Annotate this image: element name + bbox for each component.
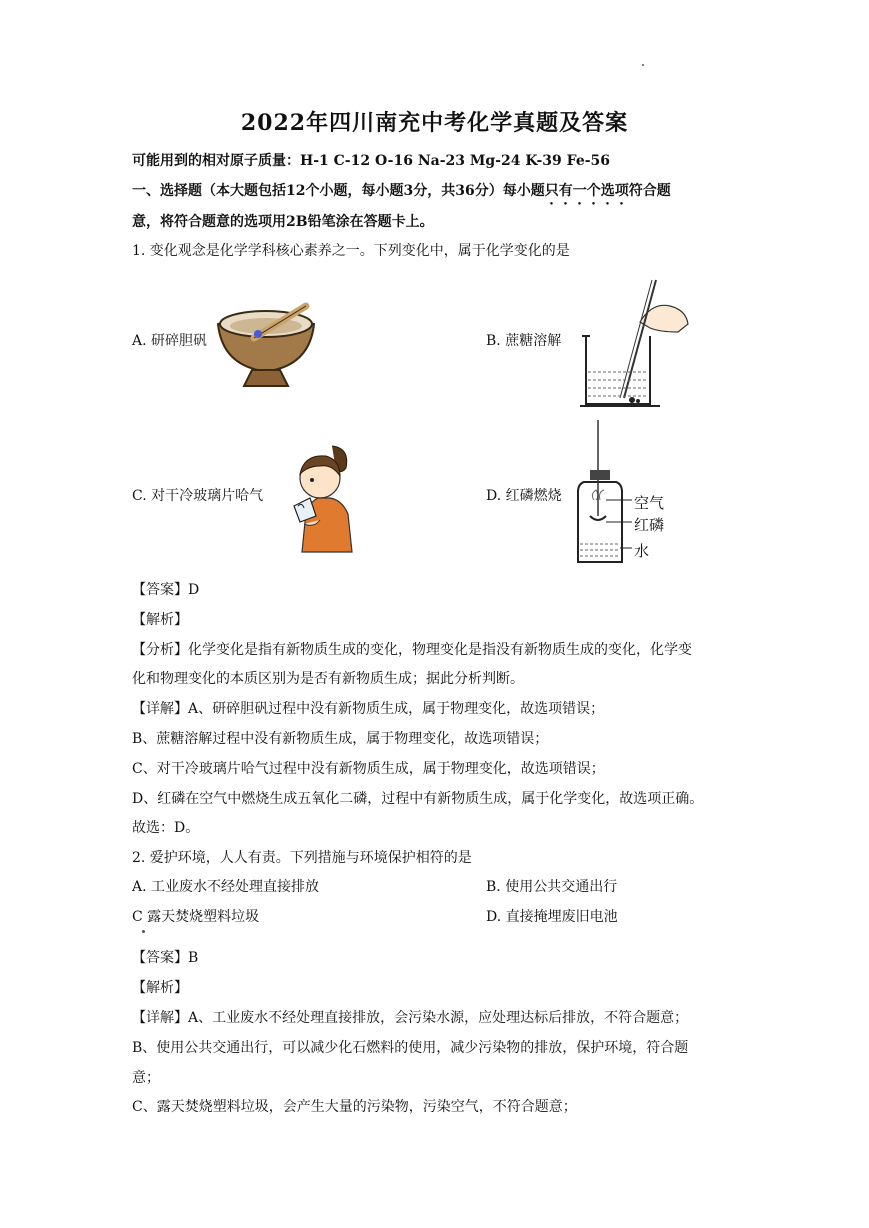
page-mark xyxy=(642,64,644,66)
emphasized-text: 只有一个选项 xyxy=(544,183,629,199)
section-instructions-line2: 意，将符合题意的选项用2B铅笔涂在答题卡上。 xyxy=(132,214,434,230)
page-title: 2022年四川南充中考化学真题及答案 xyxy=(240,110,629,136)
q2-analysis-line: C、露天焚烧塑料垃圾，会产生大量的污染物，污染空气，不符合题意； xyxy=(132,1099,577,1115)
q1-analysis-line: B、蔗糖溶解过程中没有新物质生成，属于物理变化，故选项错误； xyxy=(132,731,549,747)
q2-option-a: A. 工业废水不经处理直接排放 xyxy=(132,879,320,895)
label-water: 水 xyxy=(634,543,650,560)
q1-analysis-line: 【分析】化学变化是指有新物质生成的变化，物理变化是指没有新物质生成的变化，化学变 xyxy=(132,642,692,658)
q2-answer: 【答案】B xyxy=(132,950,199,966)
q1-analysis-line: 化和物理变化的本质区别为是否有新物质生成；据此分析判断。 xyxy=(132,671,524,687)
q2-analysis-line: 意； xyxy=(132,1070,160,1086)
label-air: 空气 xyxy=(634,495,665,512)
section-instructions-line1 xyxy=(132,181,671,208)
q1-answer: 【答案】D xyxy=(132,582,200,598)
q1-option-a: A. 研碎胆矾 xyxy=(132,333,208,349)
q2-option-c: C 露天焚烧塑料垃圾 xyxy=(132,909,260,925)
page-mark xyxy=(142,930,145,933)
q1-option-b: B. 蔗糖溶解 xyxy=(486,333,562,349)
instructions-text: 符合题 xyxy=(628,183,671,199)
q1-analysis-line: 故选：D。 xyxy=(132,820,200,836)
q2-analysis-heading: 【解析】 xyxy=(132,980,188,996)
question-1-stem: 1. 变化观念是化学学科核心素养之一。下列变化中，属于化学变化的是 xyxy=(132,243,570,259)
mortar-pestle-illustration xyxy=(214,300,318,392)
sugar-dissolving-illustration xyxy=(580,276,690,408)
q2-analysis-line: 【详解】A、工业废水不经处理直接排放，会污染水源，应处理达标后排放，不符合题意； xyxy=(132,1010,689,1026)
phosphorus-burning-apparatus xyxy=(576,420,665,566)
q1-analysis-line: C、对干冷玻璃片哈气过程中没有新物质生成，属于物理变化，故选项错误； xyxy=(132,761,605,777)
q1-option-c: C. 对干冷玻璃片哈气 xyxy=(132,488,264,504)
q1-analysis-heading: 【解析】 xyxy=(132,612,188,628)
q2-option-b: B. 使用公共交通出行 xyxy=(486,879,618,895)
q2-analysis-line: B、使用公共交通出行，可以减少化石燃料的使用，减少污染物的排放，保护环境，符合题 xyxy=(132,1040,689,1056)
q1-analysis-line: D、红磷在空气中燃烧生成五氧化二磷，过程中有新物质生成，属于化学变化，故选项正确。 xyxy=(132,791,704,807)
q1-option-d: D. 红磷燃烧 xyxy=(486,488,562,504)
instructions-text: 一、选择题（本大题包括12个小题，每小题3分，共36分）每小题 xyxy=(132,183,545,199)
q2-option-d: D. 直接掩埋废旧电池 xyxy=(486,909,618,925)
breathing-on-glass-illustration xyxy=(280,440,354,552)
atomic-mass-line: 可能用到的相对原子质量：H-1 C-12 O-16 Na-23 Mg-24 K-39 Fe-56 xyxy=(132,153,611,169)
q1-analysis-line: 【详解】A、研碎胆矾过程中没有新物质生成，属于物理变化，故选项错误； xyxy=(132,701,605,717)
label-red-phosphorus: 红磷 xyxy=(634,517,665,534)
question-2-stem: 2. 爱护环境，人人有责。下列措施与环境保护相符的是 xyxy=(132,850,472,866)
